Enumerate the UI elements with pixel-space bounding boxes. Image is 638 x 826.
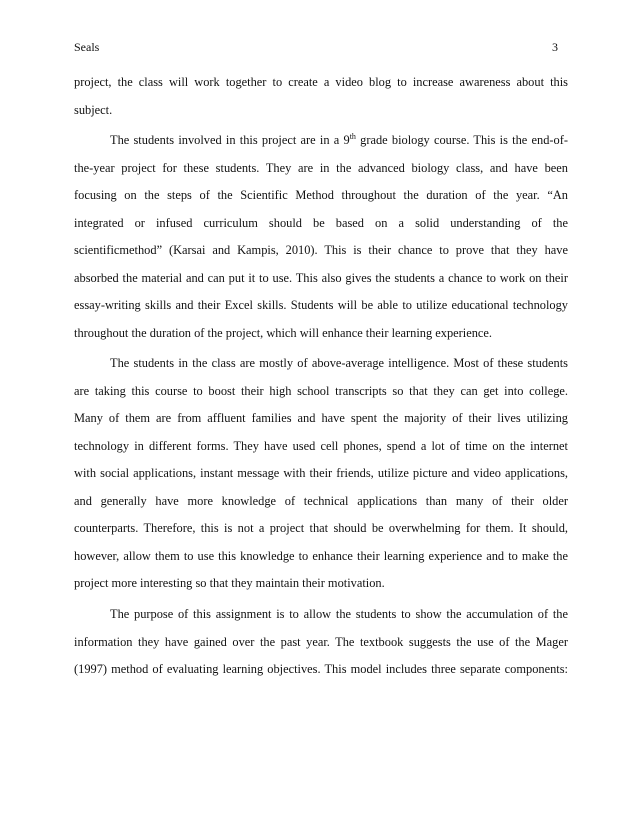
paragraph-purpose [74,601,568,684]
body-line-first: The purpose of this assignment is to allow the students to show the accumulation of the [110,607,568,622]
body-line: Many of them are from affluent families and have spent the majority of their lives utilizing [74,411,568,426]
body-line: and generally have more knowledge of technical applications than many of their older [74,493,568,508]
body-line: are taking this course to boost their high school transcripts so that they can get into college. [74,383,568,398]
body-line: throughout the duration of the project, which will enhance their learning experience. [74,325,493,340]
body-line: focusing on the steps of the Scientific Method throughout the duration of the year. “An [74,188,568,203]
running-head: Seals [74,40,100,54]
paragraph-continuation [74,69,568,124]
paragraph-students-in-class [74,350,568,598]
body-text: The students involved in this project are in a 9 [110,133,350,148]
body-text: grade biology course. This is the end-of- [355,133,568,148]
ordinal-superscript: th [349,132,356,142]
page-number: 3 [552,40,558,54]
document-body [74,69,568,684]
body-line: project more interesting so that they maintain their motivation. [74,576,385,591]
body-line-first [74,127,568,155]
body-line: (1997) method of evaluating learning objectives. This model includes three separate components: [74,662,568,677]
body-line: absorbed the material and can put it to use. This also gives the students a chance to work on their [74,270,568,285]
body-line: the-year project for these students. They are in the advanced biology class, and have been [74,160,568,175]
body-line: project, the class will work together to create a video blog to increase awareness about this [74,75,568,89]
body-line: technology in different forms. They have used cell phones, spend a lot of time on the internet [74,438,568,453]
body-line: information they have gained over the past year. The textbook suggests the use of the Mager [74,634,568,649]
body-line-first: The students in the class are mostly of above-average intelligence. Most of these students [110,356,568,371]
body-line: with social applications, instant message with their friends, utilize picture and video applications, [74,466,568,481]
paragraph-students-involved [74,127,568,347]
body-line: essay-writing skills and their Excel skills. Students will be able to utilize educational technology [74,298,568,313]
body-line: scientificmethod” (Karsai and Kampis, 2010). This is their chance to prove that they have [74,243,568,258]
body-line: subject. [74,102,113,117]
body-line: integrated or infused curriculum should be based on a solid understanding of the [74,215,568,230]
body-line: counterparts. Therefore, this is not a project that should be overwhelming for them. It should, [74,521,568,536]
body-line: however, allow them to use this knowledge to enhance their learning experience and to make the [74,548,568,563]
